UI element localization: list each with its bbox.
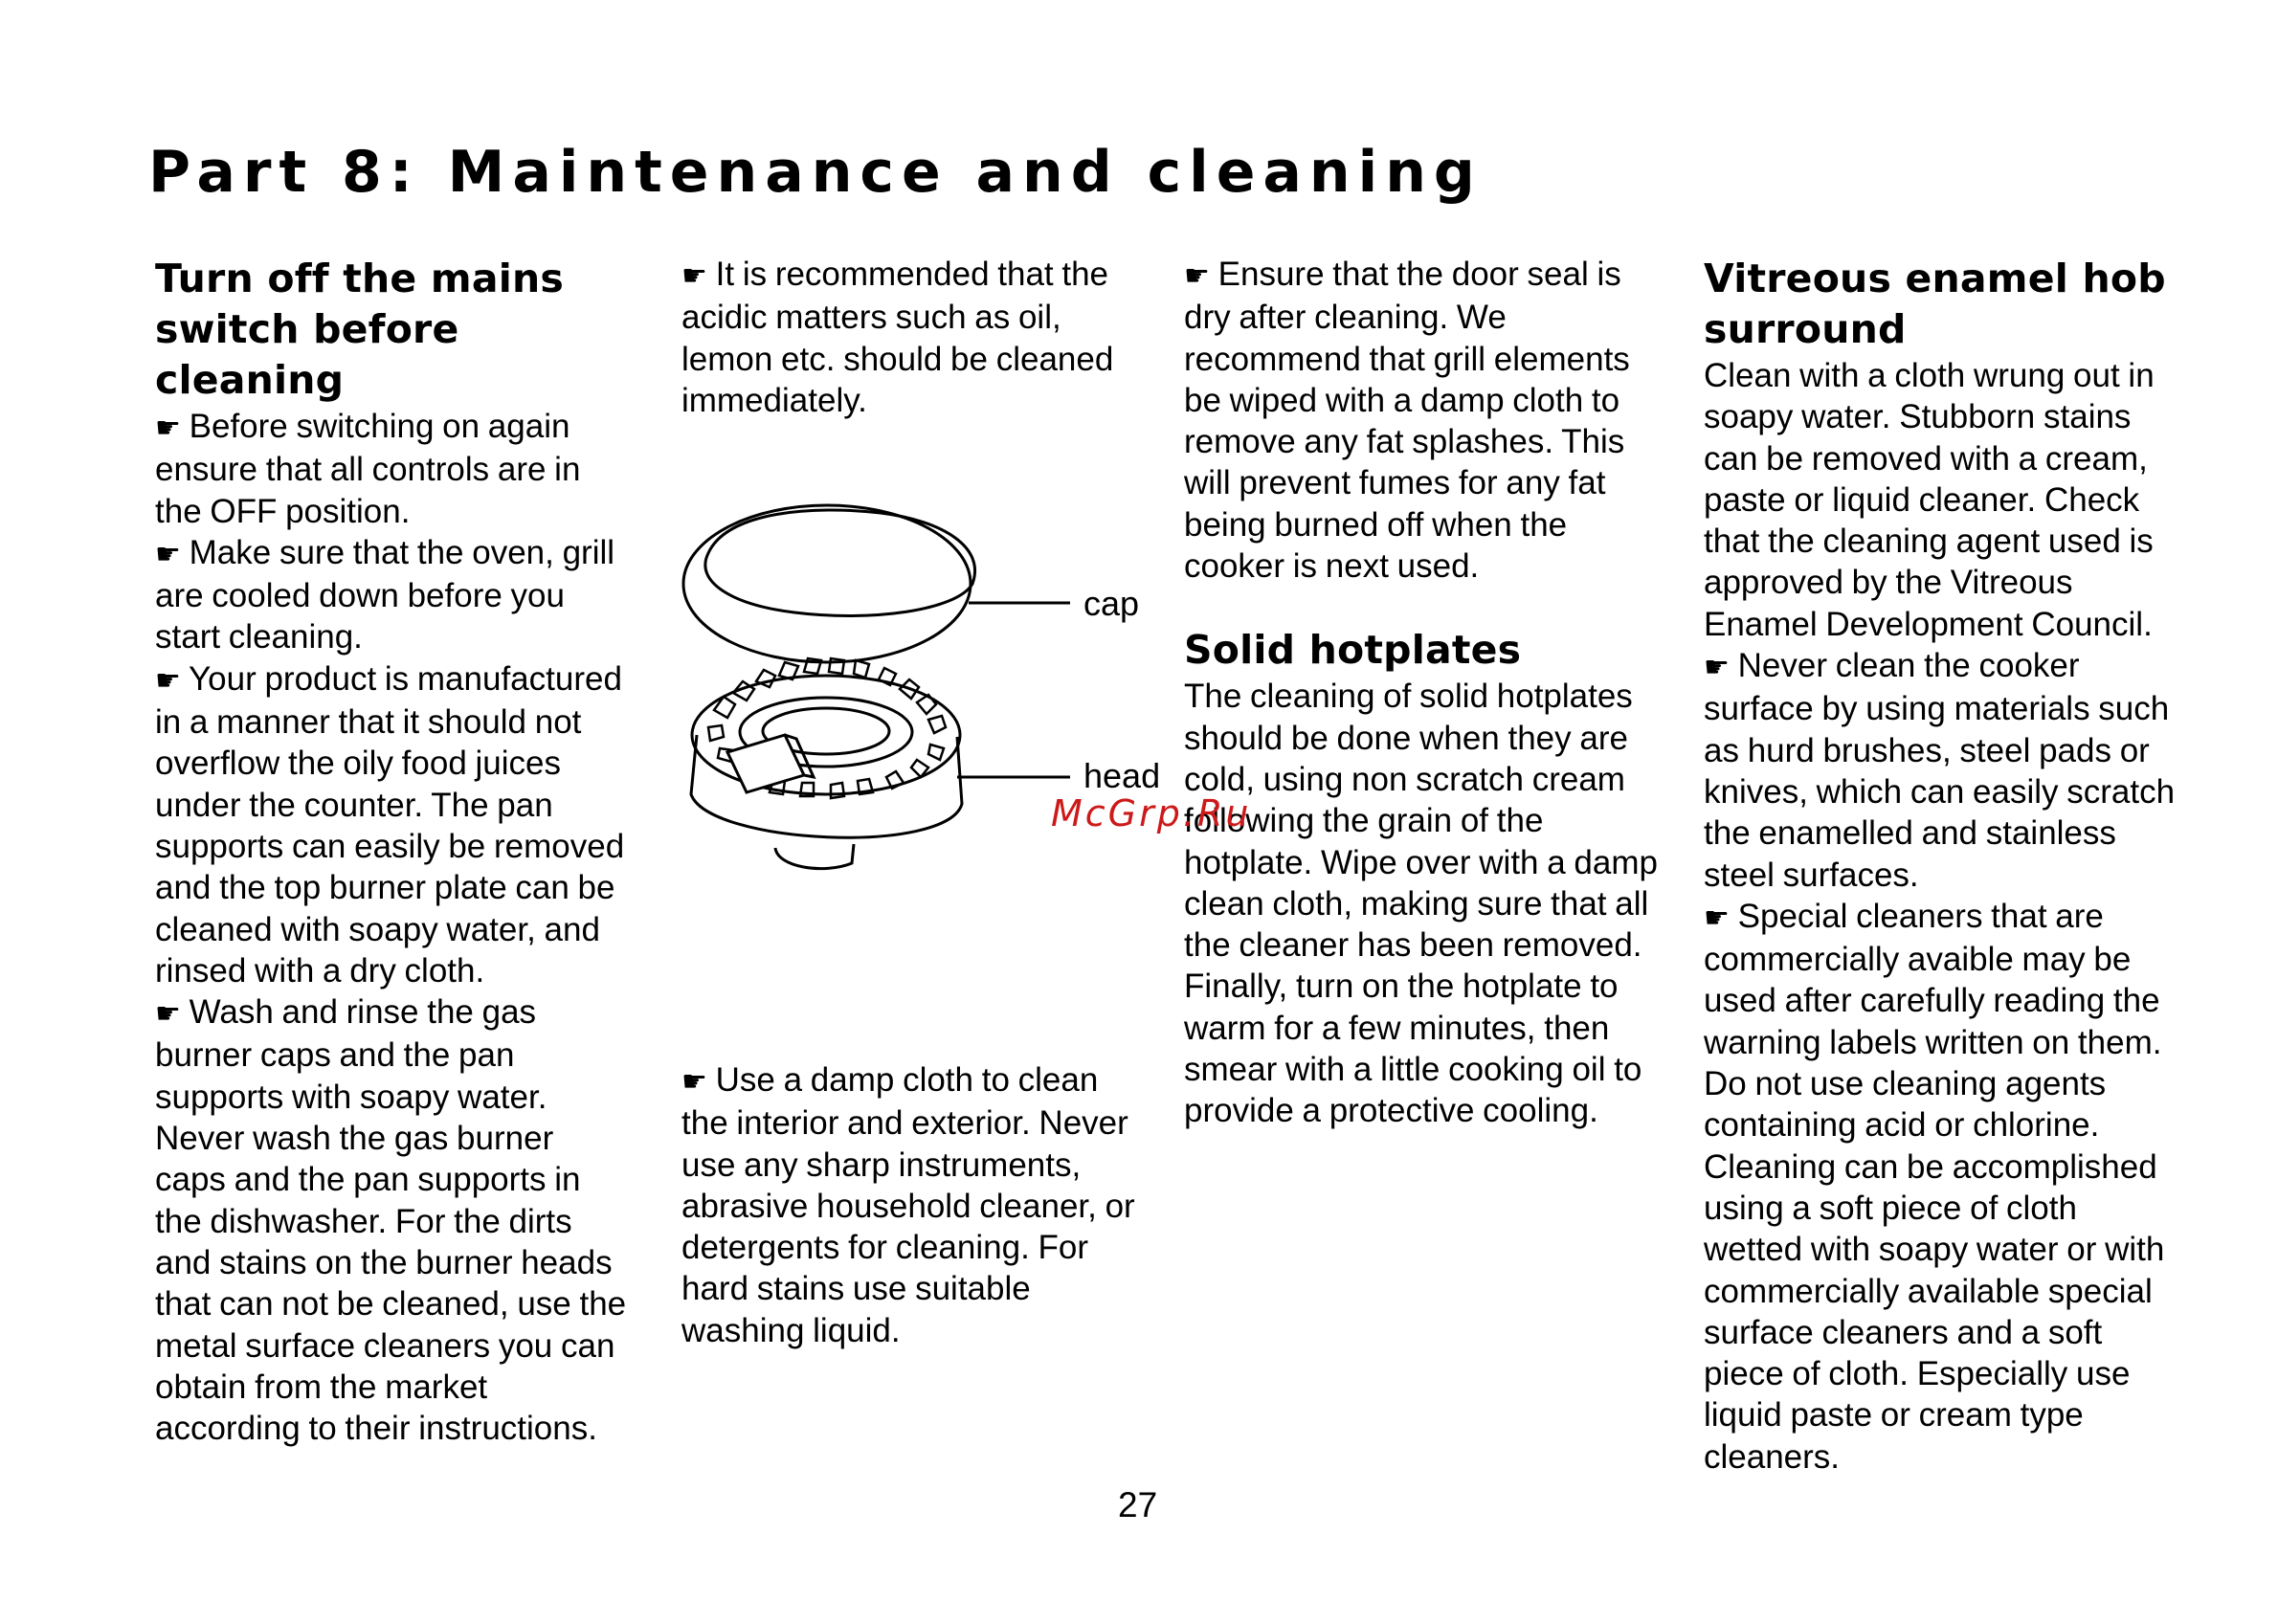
col3-top-item: ☛ Ensure that the door seal is dry after cleaning. We recommend that grill elements be wiped with a damp cloth to remove any fat splashes. This will prevent fumes for any fat being burned off when the cooker is next used. (1184, 256, 1630, 586)
column-door-seal (1184, 254, 1663, 1132)
col1-item-3: ☛ Your product is manufactured in a manner that it should not overflow the oily food juices under the counter. The pan supports can easily be removed and the top burner plate can be cleaned with soapy water, and rinsed with a dry cloth. (155, 659, 625, 990)
burner-cap (683, 505, 971, 662)
watermark: McGrp.Ru (1051, 792, 1252, 834)
vitreous-enamel-body: Clean with a cloth wrung out in soapy water. Stubborn stains can be removed with a cream, paste or liquid cleaner. Check that the cleaning agent used is approved by the Vitreous Enamel Development Council. (1704, 357, 2155, 643)
head-label: head (1083, 756, 1161, 795)
cap-label: cap (1083, 584, 1140, 623)
burner-front-block (727, 735, 804, 792)
pointing-hand-icon: ☛ (155, 537, 181, 571)
column-damp-cloth (681, 1059, 1136, 1351)
pointing-hand-icon: ☛ (681, 259, 707, 293)
page-number: 27 (1118, 1485, 1158, 1524)
col2-top-item: ☛ It is recommended that the acidic matters such as oil, lemon etc. should be cleaned immediately. (681, 256, 1114, 419)
column-mains-switch (155, 254, 629, 1449)
page-title: Part 8: Maintenance and cleaning (148, 139, 1483, 206)
pointing-hand-icon: ☛ (155, 997, 181, 1032)
pointing-hand-icon: ☛ (1704, 651, 1730, 685)
column-vitreous-enamel (1704, 254, 2182, 1478)
solid-hotplates-body: The cleaning of solid hotplates should be done when they are cold, using non scratch cream following the grain of the hotplate. Wipe over with a damp clean cloth, making sure that all the cleaner has been removed. Finally, turn on the hotplate to warm for a few minutes, then smear with a little cooking oil to provide a protective cooling. (1184, 678, 1658, 1130)
pointing-hand-icon: ☛ (155, 663, 181, 698)
heading-mains-switch: Turn off the mains switch before cleaning (155, 256, 564, 403)
heading-solid-hotplates: Solid hotplates (1184, 627, 1522, 674)
section-solid-hotplates (1184, 625, 1663, 1131)
col4-item-1: ☛ Never clean the cooker surface by using materials such as hurd brushes, steel pads or knives, which can easily scratch the enamelled and stainless steel surfaces. (1704, 647, 2176, 894)
col1-item-2: ☛ Make sure that the oven, grill are cooled down before you start cleaning. (155, 533, 615, 656)
pointing-hand-icon: ☛ (681, 1065, 707, 1099)
pointing-hand-icon: ☛ (1184, 259, 1210, 293)
col1-item-1: ☛ Before switching on again ensure that all controls are in the OFF position. (155, 408, 581, 530)
burner-stem (775, 844, 854, 869)
col4-item-2: ☛ Special cleaners that are commercially avaible may be used after carefully reading the warning labels written on them. Do not use cleaning agents containing acid or chlorine. Cleaning can be accomplished using a soft piece of cloth wetted with soapy water or with commercially available special surface cleaners and a soft piece of cloth. Especially use liquid paste or cream type cleaners. (1704, 897, 2165, 1476)
col1-item-4: ☛ Wash and rinse the gas burner caps and the pan supports with soapy water. Never wash the gas burner caps and the pan supports in the dishwasher. For the dirts and stains on the burner heads that can not be cleaned, use the metal surface cleaners you can obtain from the market according to their instructions. (155, 993, 627, 1448)
pointing-hand-icon: ☛ (1704, 901, 1730, 935)
heading-vitreous-enamel: Vitreous enamel hob surround (1704, 256, 2166, 352)
col2-bottom-item: ☛ Use a damp cloth to clean the interior and exterior. Never use any sharp instruments, abrasive household cleaner, or detergents for cleaning. For hard stains use suitable washing liquid. (681, 1061, 1135, 1349)
column-acidic (681, 254, 1136, 421)
pointing-hand-icon: ☛ (155, 412, 181, 445)
